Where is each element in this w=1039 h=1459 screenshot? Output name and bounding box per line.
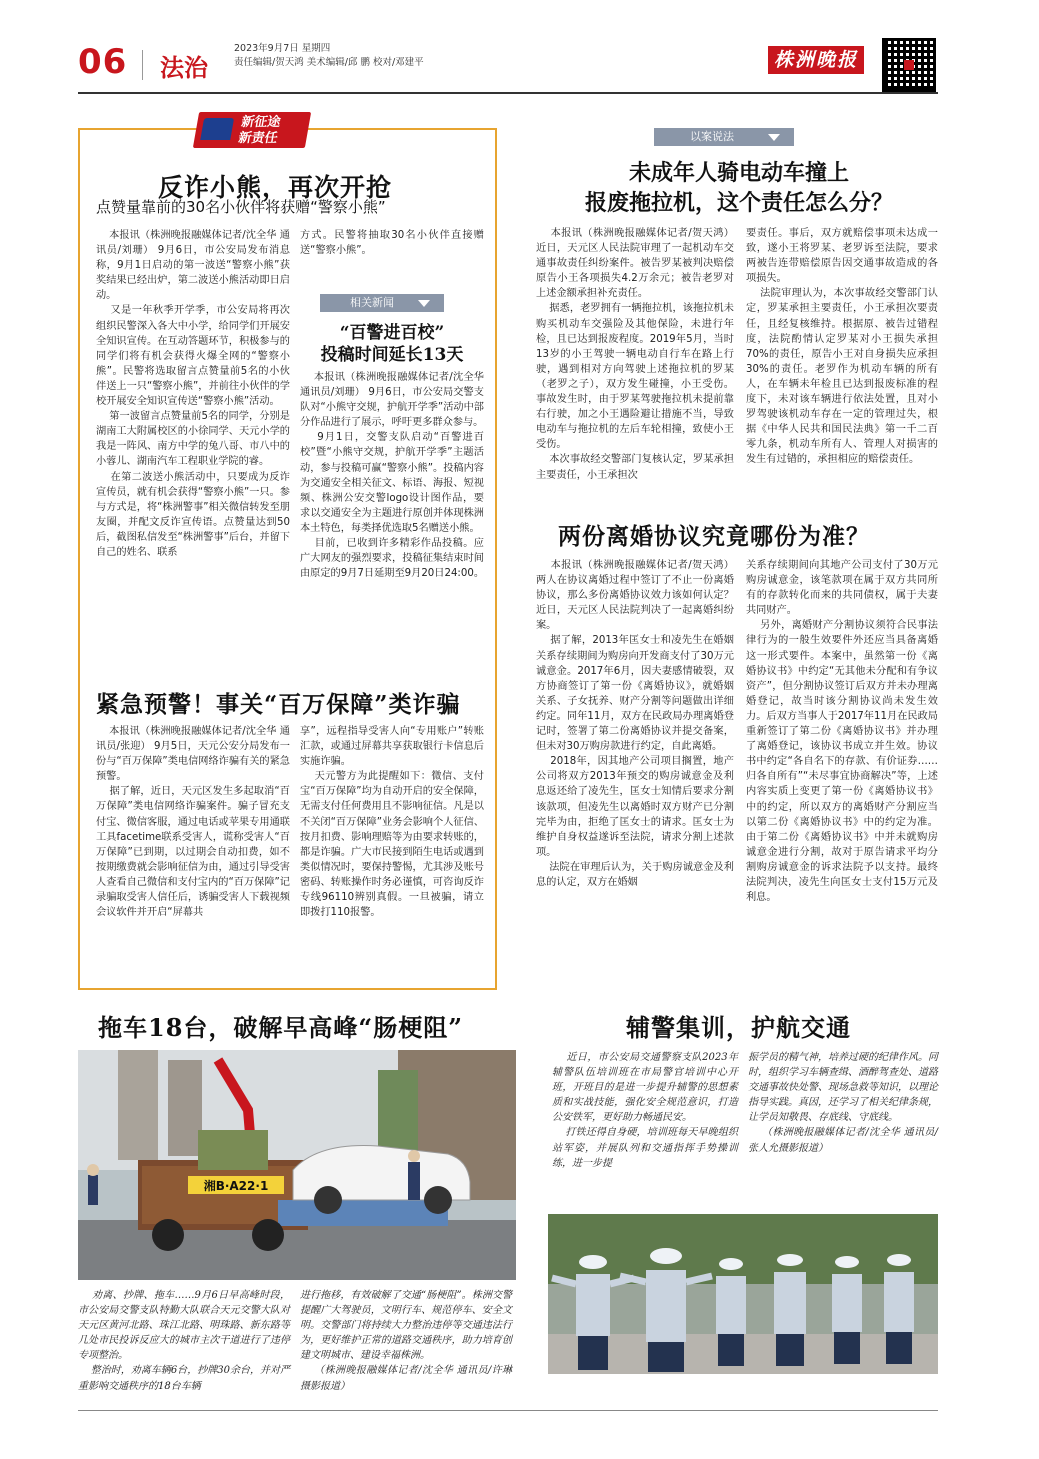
article6-column2: 进行拖移，有效破解了交通“肠梗阻”。株洲交警提醒广大驾驶员，文明行车、规范停车、安全文明。交警部门将持续大力整治违停等交通违法行为，更好维护正常的道路交通秩序，助力培育创建文明城市、建设幸福株洲。 （株洲晚报融媒体记者/沈全华 通讯员/许琳摄影报道） bbox=[300, 1290, 512, 1392]
page-header bbox=[78, 38, 938, 90]
tow-truck-photo bbox=[78, 1050, 516, 1280]
article5-column1: 本报讯（株洲晚报融媒体记者/贺天鸿） 两人在协议离婚过程中签订了不止一份离婚协议，那么多份离婚协议效力该如何认定？近日，天元区人民法院判决了一起离婚纠纷案。 据了解，2013年匡女士和凌先生在婚姻关系存续期间为购房向开发商支付了30万元诚意金。2017年6月，因夫妻感情破裂，双方协商签订了第一份《离婚协议》，就婚姻关系、子女抚养、财产分割等问题做出详细约定。同年11月，双方在民政局办理离婚登记时，签署了第二份离婚协议并提交备案，但未对30万购房款进行约定，自此离婚。 2018年，因其地产公司项目搁置，地产公司将双方2013年预交的购房诚意金及利息返还给了凌先生，匡女士知情后要求分割该款项，但凌先生以离婚时双方财产已分割完毕为由，拒绝了匡女士的请求。匡女士为维护自身权益遂诉至法院，请求分割上述款项。 法院在审理后认为，关于购房诚意金及利息的认定，双方在婚姻 bbox=[536, 560, 734, 888]
article3-title: 紧急预警！事关“百万保障”类诈骗 bbox=[96, 691, 461, 718]
article7-column2: 振学员的精气神，培养过硬的纪律作风。同时，组织学习车辆查缉、酒醉驾查处、道路交通事故快处警、现场急救等知识，以理论指导实践。真因，还学习了相关纪律条规，让学员知敬畏、存底线、守底线。 （株洲晚报融媒体记者/沈全华 通讯员/张人允摄影报道） bbox=[748, 1052, 939, 1154]
article7-column1: 近日，市公安局交通警察支队2023年辅警队伍培训班在市局警官培训中心开班，开班目的是进一步提升辅警的思想素质和实战技能，强化安全规范意识，打造公安铁军，更好助力畅通民安。 打铁还得自身硬，培训班每天早晚组织站军姿，并展队列和交通指挥手势操训练，进一步提 bbox=[552, 1052, 739, 1169]
tow-truck-image bbox=[78, 1050, 516, 1280]
article4-title-line1: 未成年人骑电动车撞上 bbox=[628, 160, 849, 186]
chevron-down-icon bbox=[768, 134, 780, 141]
article1-subtitle: 点赞量靠前的30名小伙伴将获赠“警察小熊” bbox=[96, 198, 386, 216]
article4-title-line2: 报废拖拉机，这个责任怎么分？ bbox=[584, 190, 893, 216]
article2-title-line1: “百警进百校” bbox=[339, 323, 445, 343]
masthead-logo: 株洲晚报 bbox=[768, 46, 864, 74]
truck-license-plate: 湘B·A22·1 bbox=[203, 1179, 269, 1193]
article1-column1: 本报讯（株洲晚报融媒体记者/沈全华 通讯员/刘珊） 9月6日，市公安局发布消息称，9月1日启动的第一波送“警察小熊”获奖结果已经出炉，第二波送小熊活动即日启动。 又是一年秋季开学季，市公安局将再次组织民警深入各大中小学，给同学们开展安全知识宣传。在互动答题环节，积极参与的同学们将有机会获得火爆全网的“警察小熊”。民警将选取留言点赞量前5名的小伙伴送上一只“警察小熊”，并前往小伙伴的学校开展安全知识宣传送“警察小熊”活动。 第一波留言点赞量前5名的同学，分别是湖南工大附属校区的小徐同学、天元小学的我是一阵风、南方中学的兔八哥、市八中的小蓉儿、湖南汽车工程职业学院的睿。 在第二波送小熊活动中，只要成为反诈宣传员，就有机会获得“警察小熊”一只。参与方式是，将“株洲警事”相关微信转发至朋友圈，并配文反诈宣传语。点赞量达到50后，截图私信发至“株洲警事”后台，并留下自己的姓名、联系 bbox=[96, 230, 290, 558]
chevron-down-icon bbox=[418, 300, 430, 307]
police-training-photo bbox=[548, 1214, 938, 1374]
badge-line1: 新征途 bbox=[240, 115, 282, 130]
police-crowd-icon bbox=[200, 118, 234, 140]
editors-line: 责任编辑/贺天鸿 美术编辑/邱 鹏 校对/邓建平 bbox=[234, 57, 424, 68]
article6-column1: 劝离、抄牌、拖车……9月6日早高峰时段，市公安局交警支队特勤大队联合天元交警大队对天元区黄河北路、珠江北路、明珠路、新东路等几处市民投诉反应大的城市主次干道进行了违停专项整治。 整治时，劝离车辆6台，抄牌30余台，并对严重影响交通秩序的18台车辆 bbox=[78, 1290, 290, 1392]
article2-title bbox=[300, 322, 484, 366]
police-training-image bbox=[548, 1214, 938, 1374]
article7-title: 辅警集训，护航交通 bbox=[626, 1013, 851, 1042]
case-law-label: 以案说法 bbox=[690, 130, 734, 143]
article3-column1: 本报讯（株洲晚报融媒体记者/沈全华 通讯员/张迎） 9月5日，天元公安分局发布一份与“百万保障”类电信网络诈骗有关的紧急预警。 据了解，近日，天元区发生多起取消“百万保障”类电信网络诈骗案件。骗子冒充支付宝、微信客服，通过电话或苹果专用通联工具facetime联系受害人，谎称受害人“百万保障”已到期，以过期会自动扣费，如不按期缴费就会影响征信为由，通过引导受害人查看自己微信和支付宝内的“百万保障”记录骗取受害人信任后，诱骗受害人下载视频会议软件并开启“屏幕共 bbox=[96, 726, 290, 919]
article6-title: 拖车18台，破解早高峰“肠梗阻” bbox=[98, 1013, 464, 1042]
feature-badge bbox=[193, 112, 311, 148]
badge-line2: 新责任 bbox=[237, 131, 279, 146]
case-law-tag[interactable] bbox=[654, 128, 794, 146]
page-number: 06 bbox=[78, 42, 128, 82]
header-meta bbox=[234, 42, 424, 70]
section-name: 法治 bbox=[160, 54, 208, 82]
article2-body: 本报讯（株洲晚报融媒体记者/沈全华 通讯员/刘珊） 9月6日，市公安局交警支队对“小熊守交规，护航开学季”活动中部分作品进行了展示，呼吁更多群众参与。 9月1日，交警支队启动“百警进百校”暨“小熊守交规，护航开学季”主题活动，参与投稿可赢“警察小熊”。投稿内容为交通安全相关征文、标语、海报、短视频、株洲公安交警logo设计图作品，要求以交通安全为主题进行原创并体现株洲本土特色，每类择优选取5名赠送小熊。 目前，已收到许多精彩作品投稿。应广大网友的强烈要求，投稿征集结束时间由原定的9月7日延期至9月20日24:00。 bbox=[300, 372, 485, 580]
article1-column2: 方式。民警将抽取30名小伙伴直接赠送“警察小熊”。 bbox=[300, 230, 484, 257]
header-rule bbox=[78, 92, 938, 94]
qr-code-icon[interactable] bbox=[882, 38, 936, 92]
date-line: 2023年9月7日 星期四 bbox=[234, 43, 331, 54]
related-news-tag[interactable] bbox=[320, 294, 444, 312]
article4-column2: 要责任。事后，双方就赔偿事项未达成一致，遂小王将罗某、老罗诉至法院，要求两被告连带赔偿原告因交通事故造成的各项损失。 法院审理认为，本次事故经交警部门认定，罗某承担主要责任，小王承担次要责任，且经复核维持。根据原、被告过错程度，法院酌情认定罗某对小王损失承担70%的责任，原告小王对自身损失应承担30%的责任。老罗作为机动车辆的所有人，在车辆未年检且已达到报废标准的程度下，未对该车辆进行依法处置，且对小罗驾驶该机动车存在一定的管理过失，根据《中华人民共和国民法典》第一千二百零九条，机动车所有人、管理人对损害的发生有过错的，承担相应的赔偿责任。 bbox=[746, 228, 938, 466]
article5-column2: 关系存续期间向其地产公司支付了30万元购房诚意金，该笔款项在属于双方共同所有的存款转化而来的共同债权，属于夫妻共同财产。 另外，离婚财产分割协议须符合民事法律行为的一般生效要件外还应当具备离婚这一形式要件。本案中，虽然第一份《离婚协议书》中约定“无其他未分配和有争议资产”，但分割协议签订后双方并未办理离婚登记，故当时该分割协议尚未发生效力。后双方当事人于2017年11月在民政局重新签订了第二份《离婚协议书》并办理了离婚登记，该协议书成立并生效。协议书中约定“各自名下的存款、有价证券……归各自所有”“未尽事宜协商解决”等，上述内容实质上变更了第一份《离婚协议书》中的约定，所以双方的离婚财产分割应当以第二份《离婚协议书》中的约定为准。由于第二份《离婚协议书》中并未就购房诚意金进行分割，故对于原告请求平均分割购房诚意金的诉求法院予以支持。最终法院判决，凌先生向匡女士支付15万元及利息。 bbox=[746, 560, 938, 904]
article1-title: 反诈小熊，再次开抢 bbox=[158, 173, 393, 202]
article4-column1: 本报讯（株洲晚报融媒体记者/贺天鸿） 近日，天元区人民法院审理了一起机动车交通事故责任纠纷案件。被告罗某被判决赔偿原告小王各项损失4.2万余元；被告老罗对上述金额承担补充责任。 据悉，老罗拥有一辆拖拉机，该拖拉机未购买机动车交强险及其他保险，未进行年检，且已达到报废程度。2019年5月，当时13岁的小王驾驶一辆电动自行车在路上行驶，遇到相对方向驾驶上述拖拉机的罗某（老罗之子），双方发生碰撞，小王受伤。事故发生时，由于罗某驾驶拖拉机未提前靠右行驶，加之小王遇险避让措施不当，导致电动车与拖拉机的左后车轮相撞，致使小王受伤。 本次事故经交警部门复核认定，罗某承担主要责任，小王承担次 bbox=[536, 228, 734, 481]
header-divider bbox=[142, 50, 143, 80]
article5-title: 两份离婚协议究竟哪份为准？ bbox=[558, 523, 870, 550]
footer-rule bbox=[78, 1410, 938, 1411]
related-news-label: 相关新闻 bbox=[350, 296, 394, 309]
article3-column2: 享”，远程指导受害人向“专用账户”转账汇款，或通过屏幕共享获取银行卡信息后实施诈骗。 天元警方为此提醒如下：微信、支付宝“百万保障”均为自动开启的安全保障，无需支付任何费用且不影响征信。凡是以不关闭“百万保障”业务会影响个人征信、按月扣费、影响理赔等为由要求转账的，都是诈骗。广大市民接到陌生电话或遇到类似情况时，要保持警惕，尤其涉及账号密码、转账操作时务必谨慎，可咨询反诈专线96110辨别真假。一旦被骗，请立即拨打110报警。 bbox=[300, 726, 484, 919]
article4-title bbox=[540, 158, 938, 218]
article2-title-line2: 投稿时间延长13天 bbox=[320, 345, 464, 365]
